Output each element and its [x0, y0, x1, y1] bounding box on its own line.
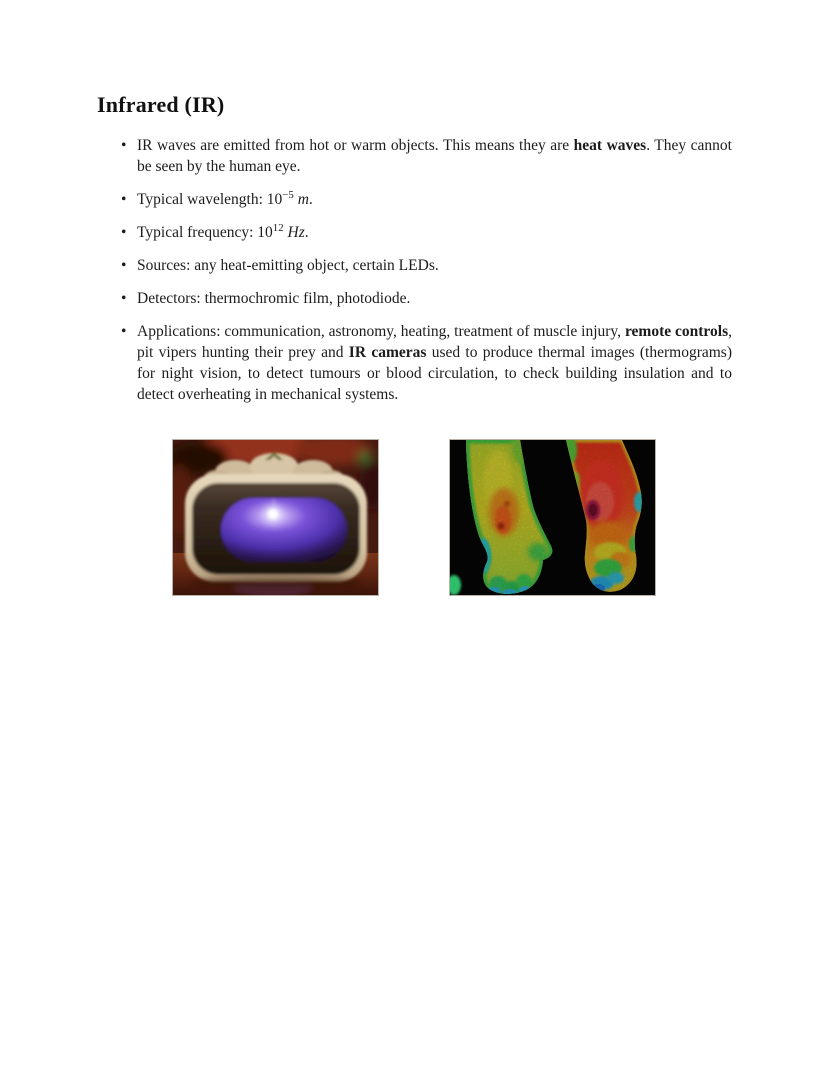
ir-led-device-illustration [173, 440, 378, 595]
bullet-list [137, 135, 732, 417]
page-title: Infrared (IR) [97, 92, 225, 117]
led-core [268, 509, 279, 520]
bullet-item-applications: • Applications: communication, astronomy, heating, treatment of muscle injury, remote controls, pit vipers hunting their prey and IR cameras used to produce thermal images (thermograms) for night vision, to detect tumours or blood circulation, to check building insulation and to detect overheating in mechanical systems. [137, 321, 732, 405]
bullet-item-wavelength: • Typical wavelength: $10^{-5}$ m. [137, 189, 732, 210]
thermogram-photo [449, 439, 656, 596]
ir-led-device-photo [172, 439, 379, 596]
bullet-item-frequency: • Typical frequency: $10^{12}$ Hz. [137, 222, 732, 243]
bullet-item-detectors: • Detectors: thermochromic film, photodiode. [137, 288, 732, 309]
led-glow [221, 498, 347, 562]
thermogram-illustration [450, 440, 655, 595]
bullet-item-sources: • Sources: any heat-emitting object, certain LEDs. [137, 255, 732, 276]
bullet-item-heat-waves: • IR waves are emitted from hot or warm objects. This means they are heat waves. They cannot be seen by the human eye. [137, 135, 732, 177]
device-shadow [191, 577, 361, 589]
